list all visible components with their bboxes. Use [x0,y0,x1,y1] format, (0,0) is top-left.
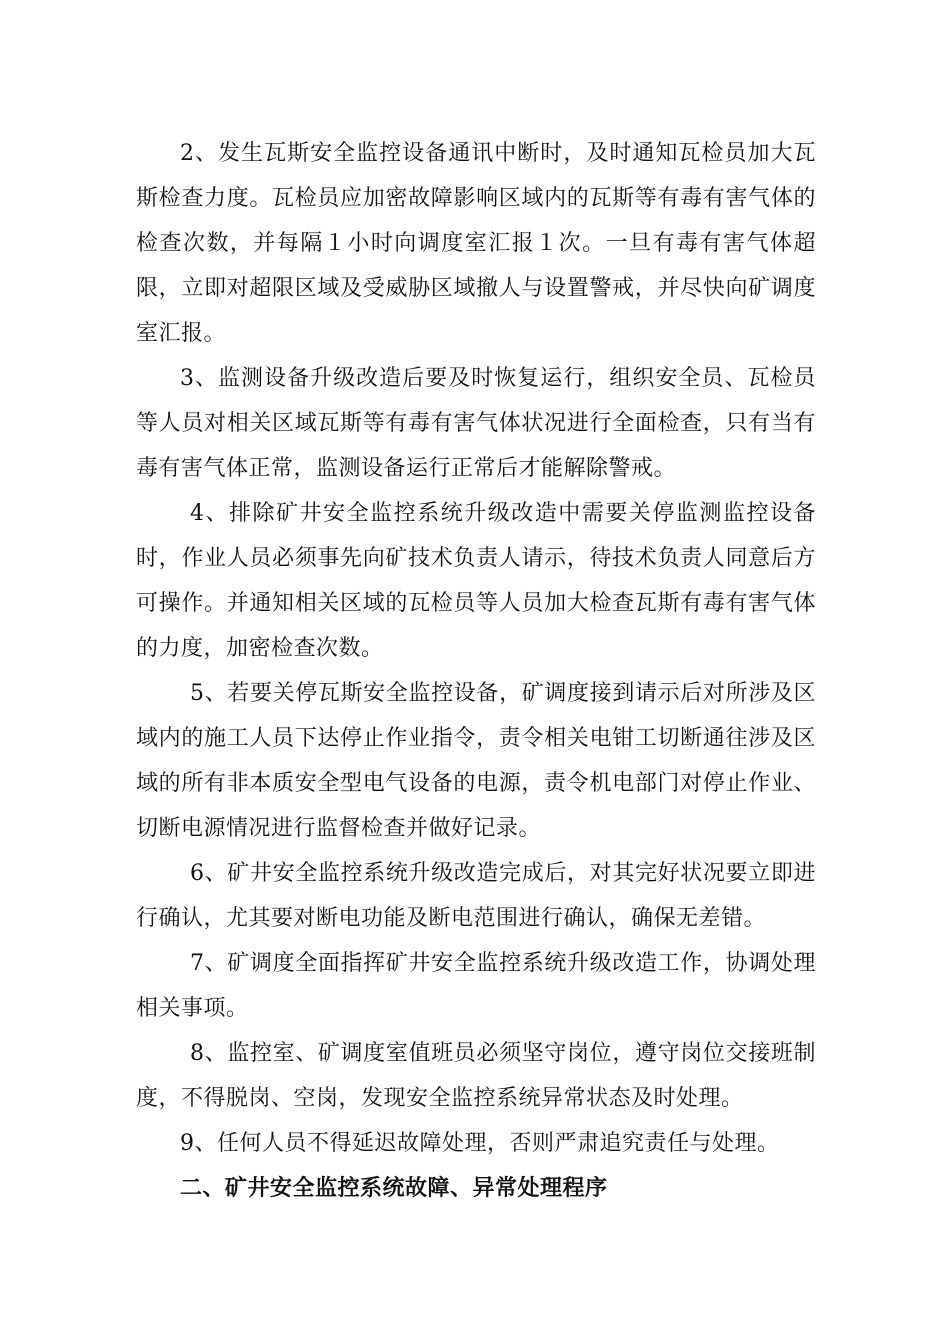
document-body [136,131,816,1211]
paragraph-8: 8、监控室、矿调度室值班员必须坚守岗位，遵守岗位交接班制度，不得脱岗、空岗，发现安全监控系统异常状态及时处理。 [136,1041,816,1111]
paragraph-9: 9、任何人员不得延迟故障处理，否则严肃追究责任与处理。 [180,1131,780,1156]
paragraph-4: 4、排除矿井安全监控系统升级改造中需要关停监测监控设备时，作业人员必须事先向矿技术负责人请示，待技术负责人同意后方可操作。并通知相关区域的瓦检员等人员加大检查瓦斯有毒有害气体的力度，加密检查次数。 [136,501,816,661]
paragraph-5: 5、若要关停瓦斯安全监控设备，矿调度接到请示后对所涉及区域内的施工人员下达停止作业指令，责令相关电钳工切断通往涉及区域的所有非本质安全型电气设备的电源，责令机电部门对停止作业、切断电源情况进行监督检查并做好记录。 [136,681,816,841]
paragraph-6: 6、矿井安全监控系统升级改造完成后，对其完好状况要立即进行确认，尤其要对断电功能及断电范围进行确认，确保无差错。 [136,861,816,931]
paragraph-7: 7、矿调度全面指挥矿井安全监控系统升级改造工作，协调处理相关事项。 [136,951,816,1021]
paragraph-3: 3、监测设备升级改造后要及时恢复运行，组织安全员、瓦检员等人员对相关区域瓦斯等有毒有害气体状况进行全面检查，只有当有毒有害气体正常，监测设备运行正常后才能解除警戒。 [136,366,816,481]
section-heading: 二、矿井安全监控系统故障、异常处理程序 [180,1176,608,1201]
paragraph-2: 2、发生瓦斯安全监控设备通讯中断时，及时通知瓦检员加大瓦斯检查力度。瓦检员应加密故障影响区域内的瓦斯等有毒有害气体的检查次数，并每隔１小时向调度室汇报１次。一旦有毒有害气体超限，立即对超限区域及受威胁区域撤人与设置警戒，并尽快向矿调度室汇报。 [136,141,816,346]
